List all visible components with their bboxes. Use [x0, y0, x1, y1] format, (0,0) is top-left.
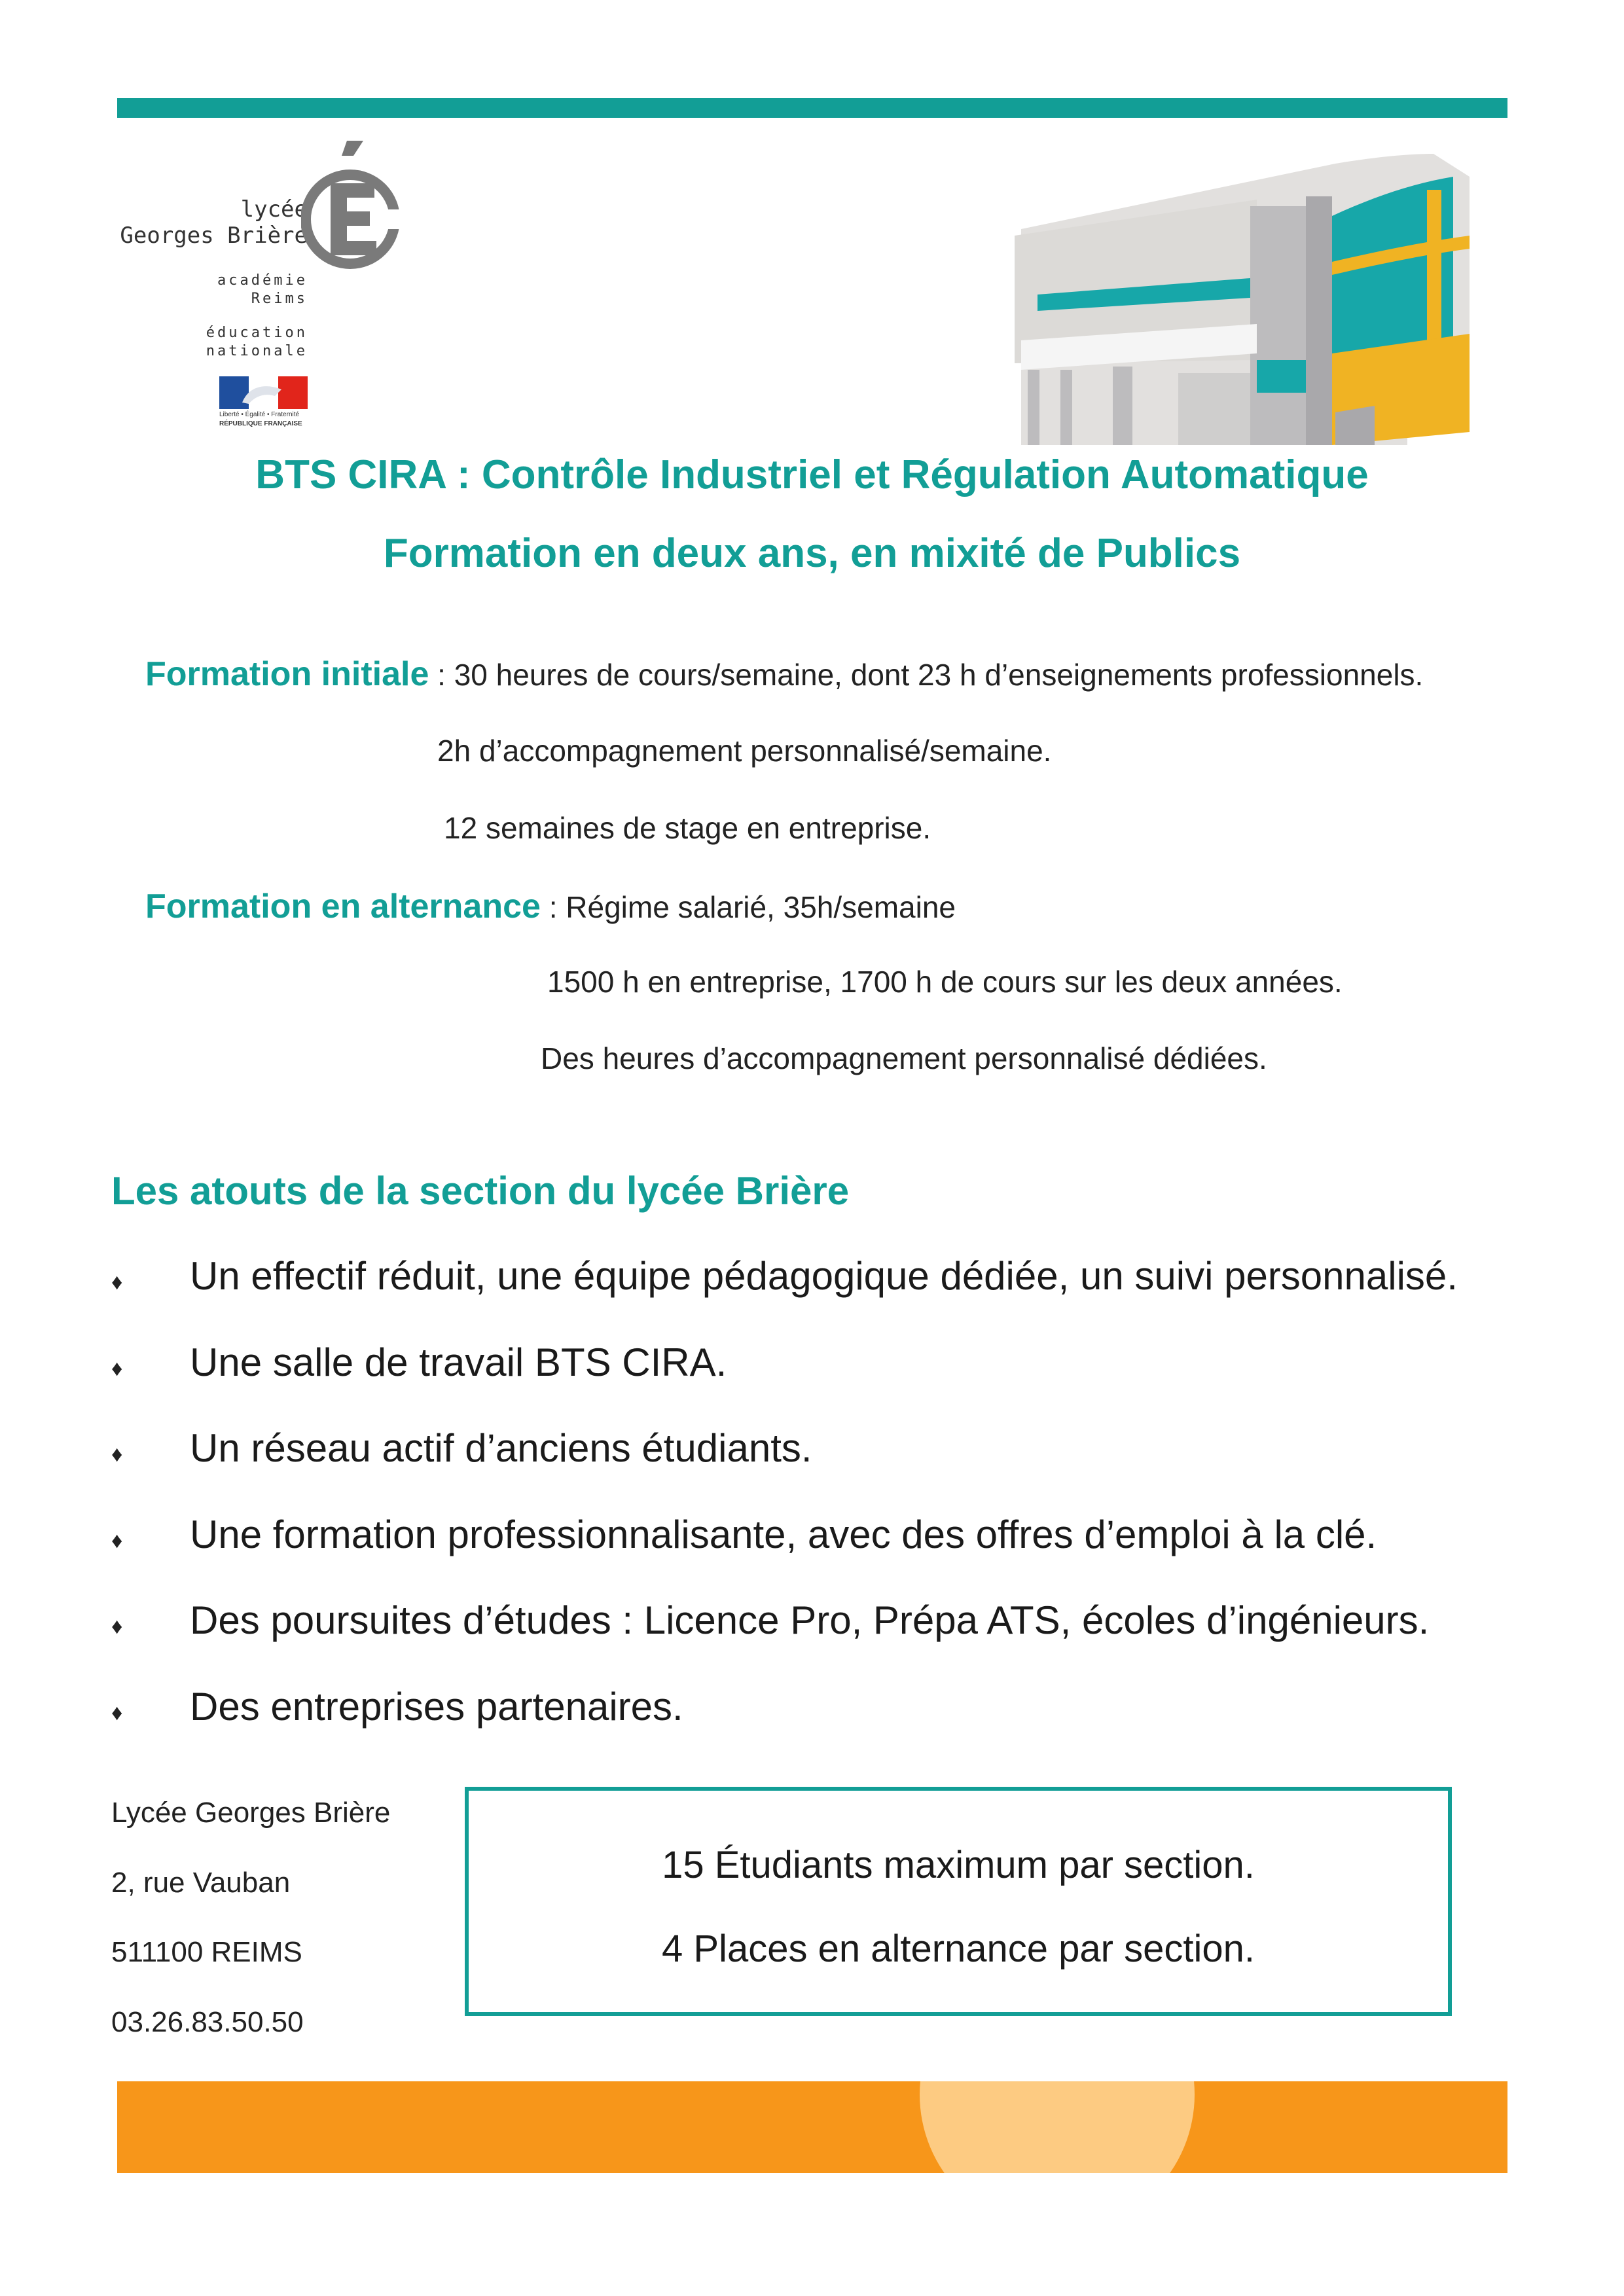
logo-education-word: éducation [206, 325, 308, 341]
formation-alternance-text-3: Des heures d’accompagnement personnalisé dédiées. [541, 1041, 1267, 1075]
bullet-icon: ♦ [111, 1528, 123, 1553]
bullet-icon: ♦ [111, 1356, 123, 1381]
bullet-icon: ♦ [111, 1442, 123, 1467]
atout-item-3: Un réseau actif d’anciens étudiants. [190, 1426, 812, 1470]
atout-item-5: Des poursuites d’études : Licence Pro, Prépa ATS, écoles d’ingénieurs. [190, 1598, 1430, 1642]
logo-academie-word: académie [217, 272, 308, 289]
flag-motto: Liberté • Égalité • Fraternité [219, 411, 300, 418]
atouts-heading: Les atouts de la section du lycée Brière [111, 1169, 850, 1213]
bullet-icon: ♦ [111, 1700, 123, 1725]
formation-initiale-label: Formation initiale [145, 655, 429, 693]
info-box [465, 1787, 1452, 2016]
formation-alternance-separator: : [540, 890, 566, 924]
formation-initiale-separator: : [429, 658, 454, 692]
formation-initiale-text-1: 30 heures de cours/semaine, dont 23 h d’enseignements professionnels. [454, 658, 1424, 692]
atout-item-2: Une salle de travail BTS CIRA. [190, 1340, 727, 1384]
bullet-icon: ♦ [111, 1270, 123, 1295]
lycee-logo [120, 137, 406, 432]
logo-text-academie [217, 272, 308, 308]
formation-alternance-text-2: 1500 h en entreprise, 1700 h de cours sur les deux années. [547, 965, 1343, 999]
atout-item-4: Une formation professionnalisante, avec des offres d’emploi à la clé. [190, 1513, 1377, 1556]
formation-alternance-label: Formation en alternance [145, 888, 541, 925]
flag-caption: RÉPUBLIQUE FRANÇAISE [219, 420, 302, 427]
atout-item-6: Des entreprises partenaires. [190, 1685, 683, 1729]
formation-initiale-text-3: 12 semaines de stage en entreprise. [444, 811, 931, 845]
logo-text-name: Georges Brière [120, 223, 308, 249]
atout-item-1: Un effectif réduit, une équipe pédagogique dédiée, un suivi personnalisé. [190, 1254, 1458, 1298]
bottom-orange-bar [117, 2081, 1507, 2173]
address-street: 2, rue Vauban [111, 1867, 291, 1899]
formation-initiale-text-2: 2h d’accompagnement personnalisé/semaine. [437, 734, 1052, 768]
bullet-icon: ♦ [111, 1614, 123, 1639]
top-teal-bar [117, 98, 1507, 118]
education-e-emblem-icon [301, 137, 399, 281]
formation-initiale-line [145, 655, 1423, 694]
french-flag-icon [219, 376, 308, 409]
info-box-line-1: 15 Étudiants maximum par section. [662, 1844, 1255, 1886]
logo-academie-city: Reims [251, 291, 308, 307]
logo-text-education [206, 324, 308, 361]
logo-nationale-word: nationale [206, 343, 308, 359]
formation-alternance-text-1: Régime salarié, 35h/semaine [566, 890, 956, 924]
formation-alternance-line [145, 887, 956, 926]
logo-text-lycee: lycée [240, 196, 308, 223]
address-name: Lycée Georges Brière [111, 1797, 391, 1829]
school-building-illustration [1008, 137, 1492, 445]
page-subtitle: Formation en deux ans, en mixité de Publics [383, 531, 1241, 576]
bottom-decorative-circle [920, 2081, 1195, 2173]
address-city: 511100 REIMS [111, 1936, 302, 1968]
info-box-line-2: 4 Places en alternance par section. [662, 1928, 1255, 1970]
page-title: BTS CIRA : Contrôle Industriel et Régulation Automatique [255, 452, 1369, 497]
address-phone: 03.26.83.50.50 [111, 2006, 304, 2038]
